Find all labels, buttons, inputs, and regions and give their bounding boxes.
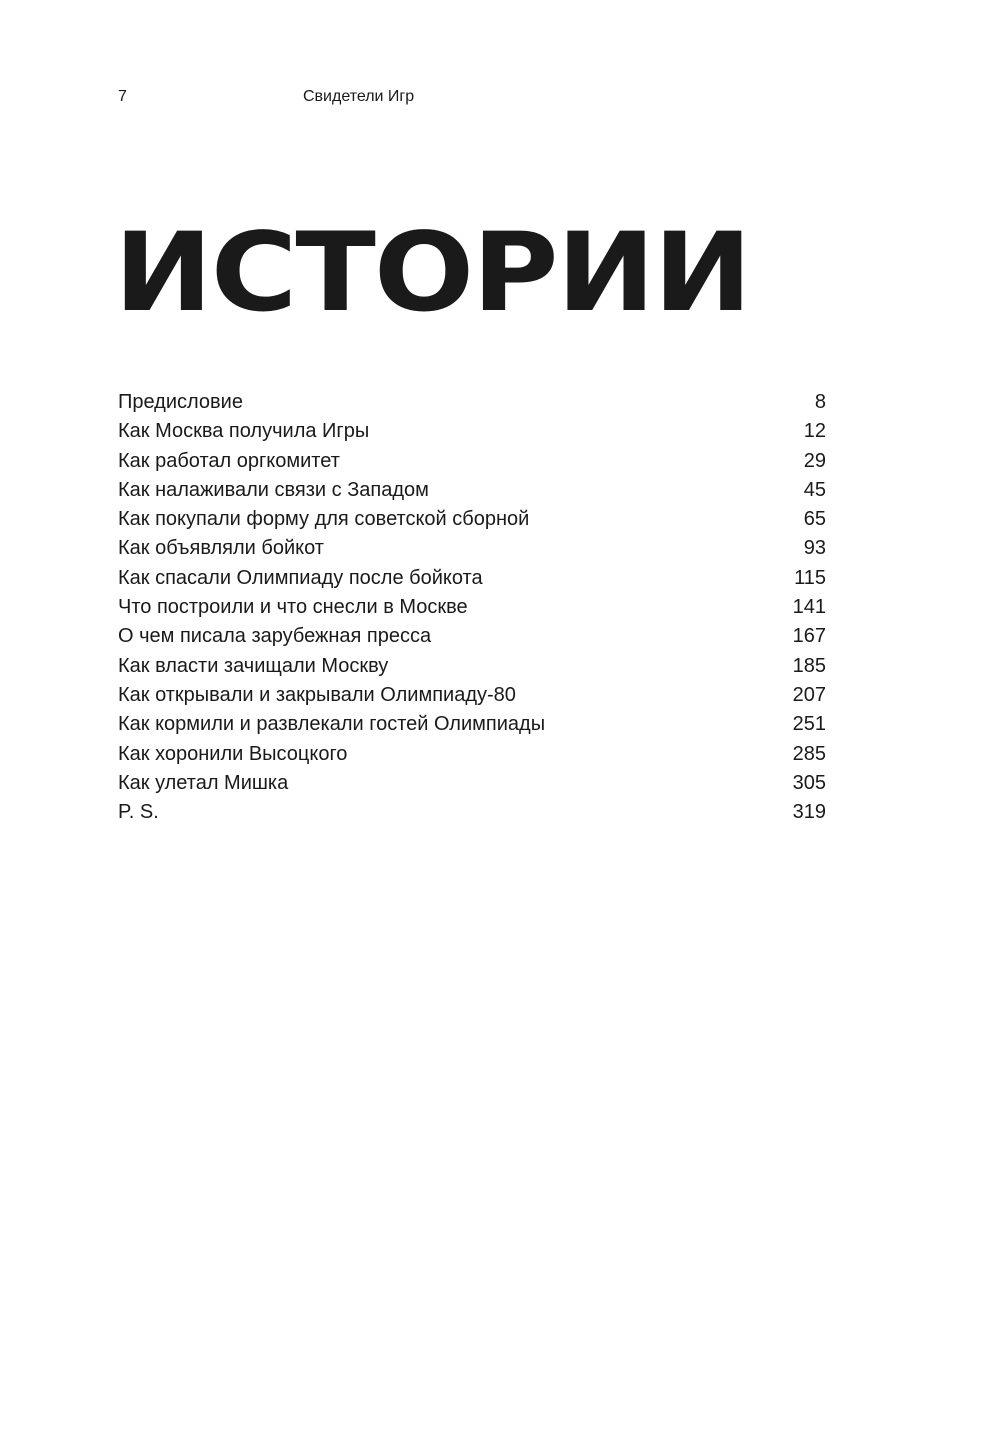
toc-entry[interactable] — [118, 652, 826, 681]
toc-entry[interactable] — [118, 710, 826, 739]
toc-entry-page: 141 — [792, 596, 826, 619]
running-head — [118, 86, 818, 108]
toc-entry-page: 167 — [792, 625, 826, 648]
toc-entry-page: 115 — [794, 566, 826, 589]
toc-entry-page: 29 — [803, 449, 826, 472]
toc-entry[interactable] — [118, 740, 826, 769]
toc-entry[interactable] — [118, 476, 826, 505]
toc-entry-title: Как налаживали связи с Западом — [118, 478, 429, 501]
page-number: 7 — [118, 88, 127, 105]
toc-entry-title: Как объявляли бойкот — [118, 537, 324, 560]
toc-entry-page: 305 — [792, 771, 826, 794]
toc-entry-page: 45 — [803, 478, 826, 501]
toc-entry-title: P. S. — [118, 801, 159, 824]
toc-entry-title: Как власти зачищали Москву — [118, 654, 389, 677]
toc-entry-page: 93 — [803, 537, 826, 560]
toc-entry-page: 319 — [792, 801, 826, 824]
toc-entry-title: Что построили и что снесли в Москве — [118, 596, 468, 619]
toc-entry-title: Как покупали форму для советской сборной — [118, 508, 530, 531]
toc-entry-page: 65 — [803, 508, 826, 531]
toc-entry-title: Как открывали и закрывали Олимпиаду-80 — [118, 683, 516, 706]
toc-entry-title: Предисловие — [118, 391, 243, 413]
toc-entry[interactable] — [118, 769, 826, 798]
table-of-contents — [118, 388, 826, 827]
section-heading: ИСТОРИИ — [114, 208, 751, 336]
toc-entry-page: 8 — [814, 391, 826, 413]
toc-entry[interactable] — [118, 388, 826, 417]
toc-entry[interactable] — [118, 593, 826, 622]
toc-entry[interactable] — [118, 681, 826, 710]
toc-entry[interactable] — [118, 505, 826, 534]
toc-entry-page: 12 — [803, 420, 826, 443]
toc-entry-title: Как хоронили Высоцкого — [118, 742, 348, 765]
toc-entry-title: О чем писала зарубежная пресса — [118, 625, 432, 648]
toc-entry[interactable] — [118, 417, 826, 446]
toc-entry[interactable] — [118, 447, 826, 476]
toc-entry-page: 285 — [792, 742, 826, 765]
toc-entry-title: Как спасали Олимпиаду после бойкота — [118, 566, 483, 589]
book-title: Свидетели Игр — [303, 88, 415, 105]
toc-entry[interactable] — [118, 798, 826, 827]
toc-entry-title: Как Москва получила Игры — [118, 420, 370, 443]
toc-entry-page: 251 — [792, 713, 826, 736]
toc-entry[interactable] — [118, 564, 826, 593]
toc-entry-title: Как работал оргкомитет — [118, 449, 340, 472]
toc-entry-page: 207 — [792, 683, 826, 706]
toc-entry[interactable] — [118, 622, 826, 651]
toc-entry[interactable] — [118, 534, 826, 563]
toc-entry-page: 185 — [792, 654, 826, 677]
toc-entry-title: Как улетал Мишка — [118, 771, 289, 794]
toc-entry-title: Как кормили и развлекали гостей Олимпиады — [118, 713, 546, 736]
